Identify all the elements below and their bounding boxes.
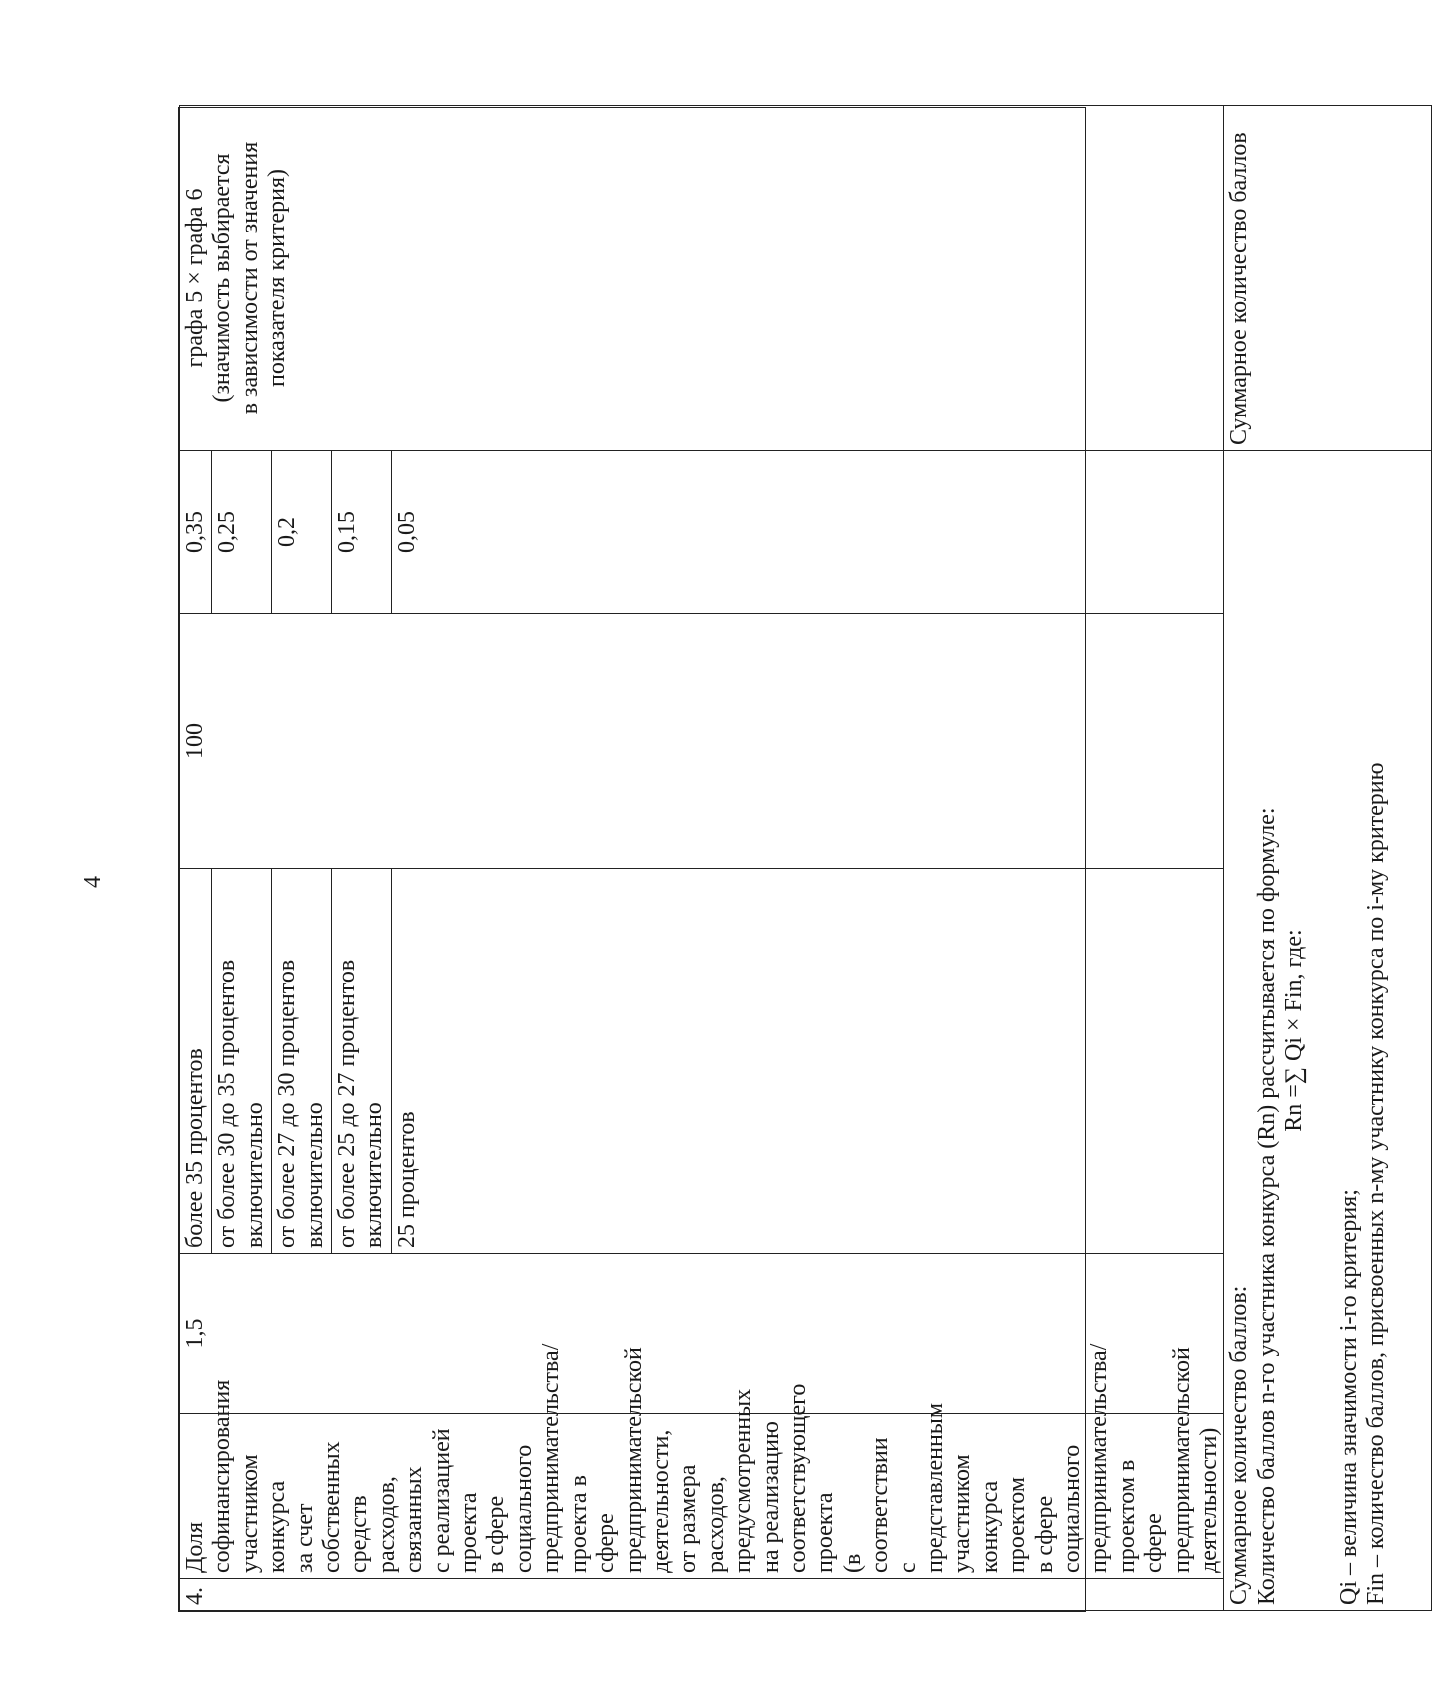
- condition-text: от более 30 до 35 процентов: [214, 959, 241, 1248]
- formula-intro: Количество баллов n-го участника конкурса (Rn) рассчитывается по формуле:: [1253, 807, 1280, 1605]
- criterion-line: участником конкурса: [236, 1454, 291, 1573]
- criterion-line: проекта в сфере: [565, 1475, 620, 1573]
- page-number: 4: [80, 876, 106, 888]
- criterion-conditions: [180, 869, 1224, 1254]
- criterion-line: предпринимательской: [620, 1347, 647, 1573]
- row-number: 4.: [180, 1579, 1224, 1611]
- criterion-line: проекта: [812, 1492, 839, 1573]
- definition-qi: Qi – величина значимости i-го критерия;: [1335, 1189, 1362, 1605]
- coefficient-value: 0,25: [214, 511, 241, 553]
- condition-text: более 35 процентов: [182, 1048, 208, 1248]
- criterion-line: Доля: [182, 1521, 208, 1573]
- criterion-line: соответствующего: [784, 1383, 811, 1573]
- criterion-line: на реализацию: [757, 1421, 784, 1573]
- criterion-line: с реализацией проекта: [428, 1428, 483, 1573]
- criterion-line: предпринимательства/: [1086, 1343, 1113, 1573]
- condition-text: 25 процентов: [393, 1111, 420, 1248]
- criterion-line: предпринимательства/: [538, 1343, 565, 1573]
- condition-text: от более 25 до 27 процентов: [333, 959, 360, 1248]
- coefficient-value: 0,35: [182, 511, 208, 553]
- condition-item: [392, 869, 423, 1253]
- coefficient-item: [272, 451, 332, 613]
- definition-fin: Fin – количество баллов, присвоенных n-му участнику конкурса по i-му критерию: [1363, 762, 1390, 1605]
- table-row-footer: [1224, 106, 1432, 1611]
- formula: Rn =∑ Qi × Fin, где:: [1281, 929, 1308, 1132]
- criterion-line: предпринимательской: [1168, 1347, 1195, 1573]
- criterion-line: (в соответствии: [839, 1437, 894, 1573]
- coefficient-value: 0,15: [333, 511, 360, 553]
- criterion-line: в сфере социального: [1031, 1444, 1085, 1573]
- coefficients: [180, 451, 1224, 614]
- criterion-line: проектом в сфере: [1113, 1459, 1168, 1573]
- condition-item: [272, 869, 332, 1253]
- criterion-line: участником: [949, 1454, 976, 1573]
- criterion-line: с представленным: [894, 1402, 948, 1573]
- criterion-line: софинансирования: [209, 1379, 236, 1573]
- criterion-line: связанных: [401, 1466, 428, 1573]
- formula-note-line: в зависимости от значения: [236, 141, 263, 415]
- condition-item: [180, 869, 212, 1253]
- criterion-weight: 1,5: [180, 1254, 1224, 1414]
- table-row: [180, 106, 1224, 1611]
- criterion-line: от размера расходов,: [675, 1464, 729, 1573]
- formula-note-line: (значимость выбирается: [209, 153, 236, 403]
- criterion-line: в сфере социального: [483, 1444, 537, 1573]
- criterion-line: конкурса проектом: [976, 1476, 1031, 1573]
- criterion-line: деятельности,: [647, 1429, 674, 1573]
- criteria-table: [178, 107, 1390, 1612]
- max-points: 100: [180, 614, 1224, 869]
- condition-text: включительно: [241, 1102, 268, 1248]
- criterion-line: средств расходов,: [346, 1476, 400, 1573]
- criterion-line: деятельности): [1196, 1427, 1223, 1573]
- formula-note-line: графа 5 × графа 6: [182, 188, 208, 368]
- footer-text: [1224, 451, 1432, 1611]
- coefficient-item: [180, 451, 212, 613]
- total-label: Суммарное количество баллов:: [1226, 1285, 1253, 1605]
- condition-text: включительно: [301, 1102, 328, 1248]
- coefficient-item: [392, 451, 423, 613]
- formula-note-line: показателя критерия): [264, 169, 291, 387]
- criterion-line: предусмотренных: [730, 1388, 757, 1573]
- coefficient-value: 0,05: [393, 511, 420, 553]
- coefficient-item: [212, 451, 272, 613]
- condition-item: [332, 869, 392, 1253]
- coefficient-item: [332, 451, 392, 613]
- coefficient-value: 0,2: [274, 517, 301, 547]
- condition-text: от более 27 до 30 процентов: [274, 959, 301, 1248]
- criterion-line: за счет собственных: [291, 1441, 346, 1573]
- total-right: Суммарное количество баллов: [1224, 106, 1432, 451]
- condition-item: [212, 869, 272, 1253]
- formula-note: [180, 106, 1224, 451]
- criterion-name: [180, 1343, 1224, 1579]
- condition-text: включительно: [361, 1102, 388, 1248]
